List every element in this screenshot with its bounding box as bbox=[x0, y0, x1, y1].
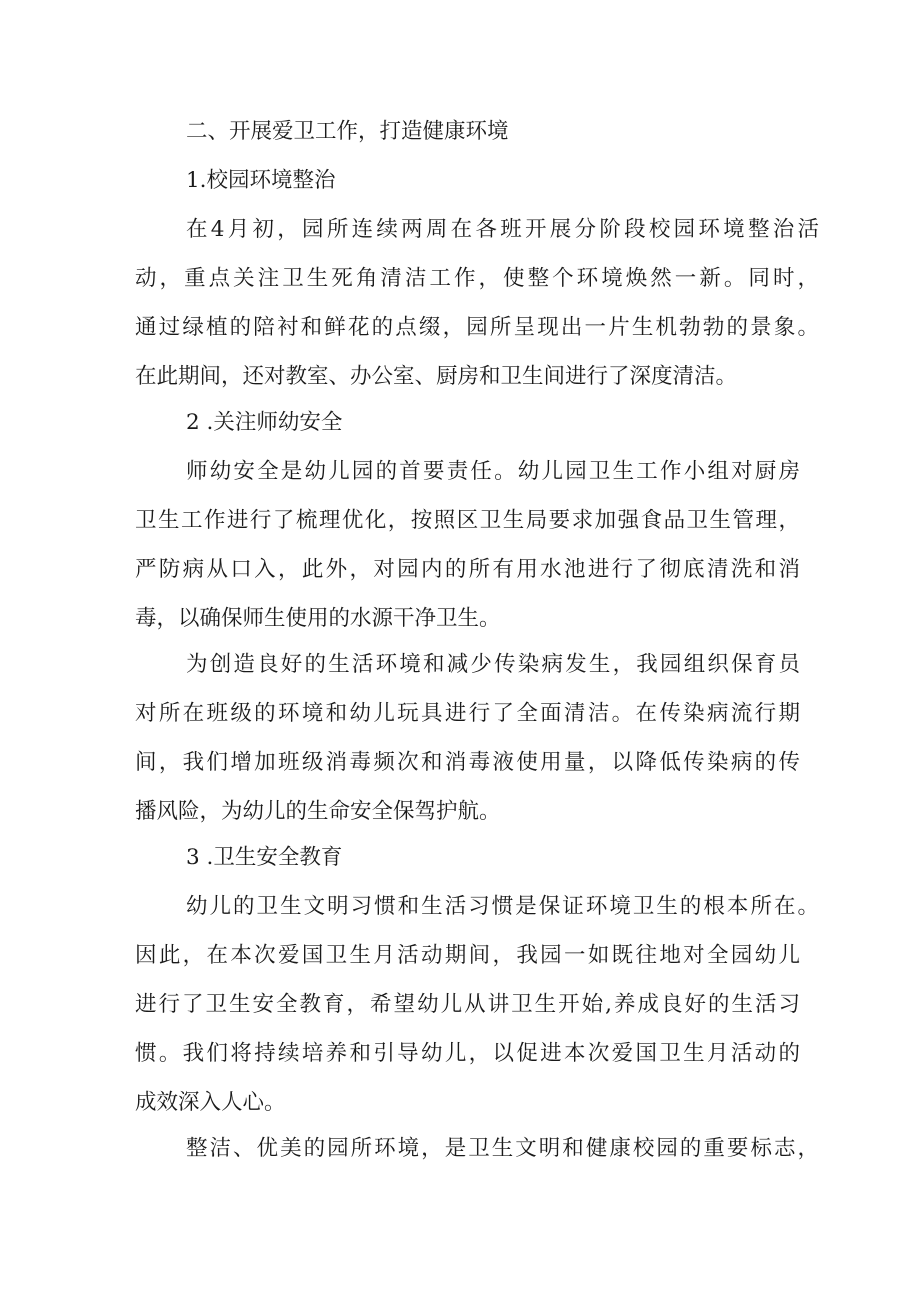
subheading-2 bbox=[0, 408, 920, 438]
paragraph-line bbox=[0, 892, 920, 922]
line-text: 幼儿的卫生文明习惯和生活习惯是保证环境卫生的根本所在。 bbox=[186, 894, 819, 919]
line-text: 严防病从口入，此外，对园内的所有用水池进行了彻底清洗和消 bbox=[135, 557, 800, 582]
line-text: 成效深入人心。 bbox=[135, 1090, 286, 1115]
paragraph-line bbox=[0, 941, 920, 971]
line-text: 在此期间，还对教室、办公室、厨房和卫生间进行了深度清洁。 bbox=[135, 364, 738, 389]
subheading-1 bbox=[0, 166, 920, 196]
subheading-text: 3 .卫生安全教育 bbox=[186, 845, 343, 870]
paragraph-line bbox=[0, 264, 920, 294]
line-text: 师幼安全是幼儿园的首要责任。幼儿园卫生工作小组对厨房 bbox=[186, 459, 800, 484]
paragraph-line bbox=[0, 699, 920, 729]
line-text: 毒，以确保师生使用的水源干净卫生。 bbox=[135, 606, 501, 631]
paragraph-line bbox=[0, 1088, 920, 1118]
paragraph-line bbox=[0, 748, 920, 778]
paragraph-line bbox=[0, 797, 920, 827]
line-text: 整洁、优美的园所环境，是卫生文明和健康校园的重要标志， bbox=[186, 1136, 819, 1161]
paragraph-line bbox=[0, 362, 920, 392]
paragraph-line bbox=[0, 506, 920, 536]
line-text: 播风险，为幼儿的生命安全保驾护航。 bbox=[135, 799, 501, 824]
paragraph-line bbox=[0, 215, 920, 245]
paragraph-line bbox=[0, 1134, 920, 1164]
line-text: 卫生工作进行了梳理优化，按照区卫生局要求加强食品卫生管理， bbox=[135, 508, 800, 533]
paragraph-line bbox=[0, 313, 920, 343]
line-text: 进行了卫生安全教育，希望幼儿从讲卫生开始,养成良好的生活习 bbox=[135, 992, 800, 1017]
section-heading bbox=[0, 117, 920, 147]
paragraph-line bbox=[0, 650, 920, 680]
heading-text: 二、开展爱卫工作，打造健康环境 bbox=[186, 119, 509, 144]
paragraph-line bbox=[0, 1039, 920, 1069]
subheading-text: 1.校园环境整治 bbox=[186, 168, 336, 193]
paragraph-line bbox=[0, 990, 920, 1020]
subheading-text: 2 .关注师幼安全 bbox=[186, 410, 343, 435]
line-text: 因此，在本次爱国卫生月活动期间，我园一如既往地对全园幼儿 bbox=[135, 943, 800, 968]
paragraph-line bbox=[0, 604, 920, 634]
line-text: 惯。我们将持续培养和引导幼儿，以促进本次爱国卫生月活动的 bbox=[135, 1041, 800, 1066]
line-text: 间，我们增加班级消毒频次和消毒液使用量，以降低传染病的传 bbox=[135, 750, 800, 775]
line-text: 对所在班级的环境和幼儿玩具进行了全面清洁。在传染病流行期 bbox=[135, 701, 800, 726]
paragraph-line bbox=[0, 457, 920, 487]
line-text: 为创造良好的生活环境和减少传染病发生，我园组织保育员 bbox=[186, 652, 800, 677]
line-text: 在4月初，园所连续两周在各班开展分阶段校园环境整治活 bbox=[186, 217, 819, 242]
line-text: 通过绿植的陪衬和鲜花的点缀，园所呈现出一片生机勃勃的景象。 bbox=[135, 315, 819, 340]
paragraph-line bbox=[0, 555, 920, 585]
line-text: 动，重点关注卫生死角清洁工作，使整个环境焕然一新。同时， bbox=[135, 266, 819, 291]
subheading-3 bbox=[0, 843, 920, 873]
